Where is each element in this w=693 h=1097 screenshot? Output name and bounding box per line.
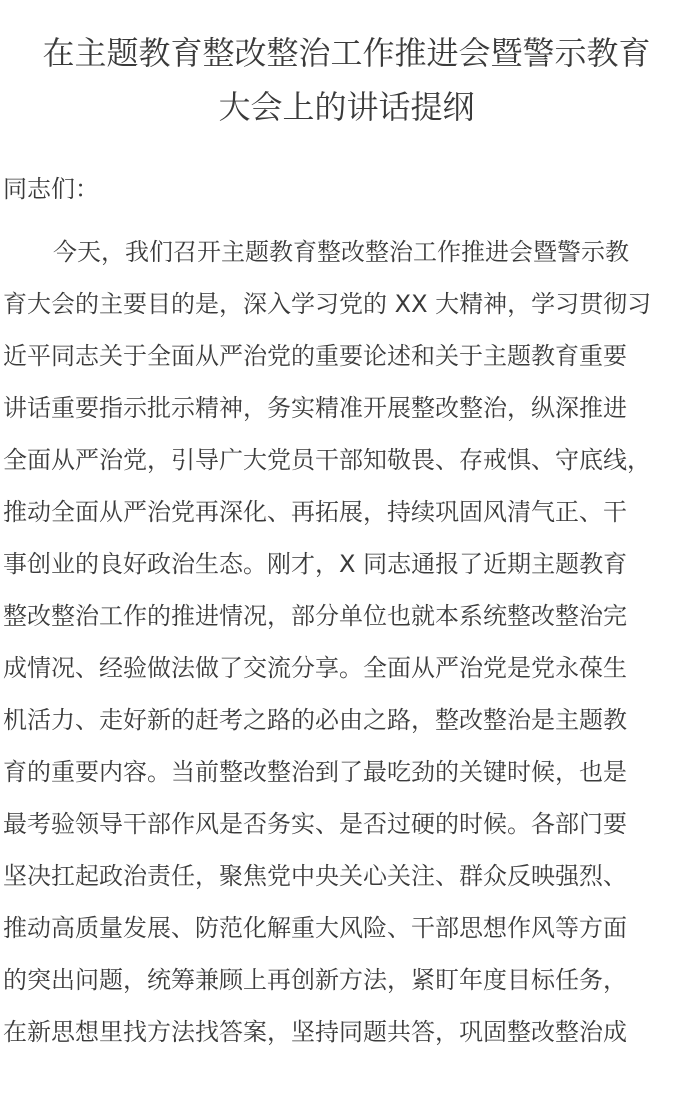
body-line: 在新思想里找方法找答案，坚持同题共答，巩固整改整治成: [3, 1018, 627, 1046]
body-line: 成情况、经验做法做了交流分享。全面从严治党是党永葆生: [3, 654, 627, 682]
body-line: 最考验领导干部作风是否务实、是否过硬的时候。各部门要: [3, 810, 627, 838]
body-line: 育的重要内容。当前整改整治到了最吃劲的关键时候，也是: [3, 758, 627, 786]
document-title: [0, 0, 693, 134]
title-line-1: 在主题教育整改整治工作推进会暨警示教育: [42, 34, 651, 72]
body-paragraph: [0, 226, 693, 1058]
body-line: 事创业的良好政治生态。刚才，X 同志通报了近期主题教育: [3, 550, 628, 578]
body-line: 机活力、走好新的赶考之路的必由之路，整改整治是主题教: [3, 706, 627, 734]
body-line: 的突出问题，统筹兼顾上再创新方法，紧盯年度目标任务，: [3, 966, 627, 994]
body-line: 讲话重要指示批示精神，务实精准开展整改整治，纵深推进: [3, 394, 627, 422]
body-line: 今天，我们召开主题教育整改整治工作推进会暨警示教: [53, 238, 629, 266]
body-line: 推动全面从严治党再深化、再拓展，持续巩固风清气正、干: [3, 498, 627, 526]
salutation: 同志们：: [3, 175, 99, 203]
body-line: 推动高质量发展、防范化解重大风险、干部思想作风等方面: [3, 914, 627, 942]
body-line: 近平同志关于全面从严治党的重要论述和关于主题教育重要: [3, 342, 627, 370]
body-line: 坚决扛起政治责任，聚焦党中央关心关注、群众反映强烈、: [3, 862, 627, 890]
title-line-2: 大会上的讲话提纲: [218, 88, 475, 126]
body-line: 育大会的主要目的是，深入学习党的 XX 大精神，学习贯彻习: [3, 290, 652, 318]
body-line: 整改整治工作的推进情况，部分单位也就本系统整改整治完: [3, 602, 627, 630]
body-line: 全面从严治党，引导广大党员干部知敬畏、存戒惧、守底线，: [3, 446, 651, 474]
